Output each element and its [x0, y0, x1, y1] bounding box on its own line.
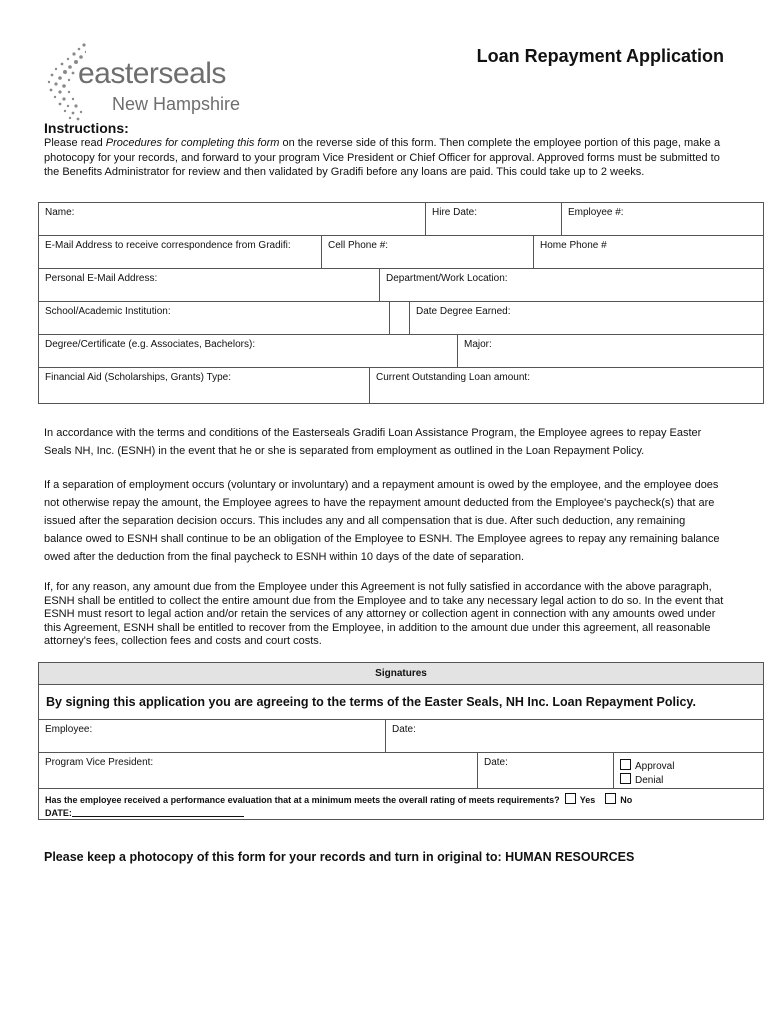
denial-label: Denial	[635, 775, 664, 786]
employee-date-field[interactable]	[385, 720, 763, 752]
vp-date-field[interactable]	[477, 753, 613, 788]
grid-row-school	[39, 302, 763, 335]
sig-row-performance	[39, 788, 763, 819]
instructions-procedures-emphasis: Procedures for completing this form	[105, 137, 280, 149]
degree-label: Degree/Certificate (e.g. Associates, Bachelors):	[45, 339, 256, 350]
employee-signature-label: Employee:	[45, 724, 93, 735]
grid-row-name	[39, 203, 763, 236]
gradifi-email-field[interactable]	[39, 236, 321, 268]
home-phone-field[interactable]	[533, 236, 763, 268]
signing-statement: By signing this application you are agreeing to the terms of the Easter Seals, NH Inc. Loan Repayment Policy.	[46, 695, 696, 709]
instructions-lead: Please read	[44, 137, 106, 149]
school-label: School/Academic Institution:	[45, 306, 171, 317]
personal-email-label: Personal E-Mail Address:	[45, 273, 158, 284]
sig-row-employee	[39, 719, 763, 752]
gradifi-email-label: E-Mail Address to receive correspondence from Gradifi:	[45, 240, 291, 251]
denial-option[interactable]	[620, 773, 763, 787]
agreement-paragraph-3: If, for any reason, any amount due from the Employee under this Agreement is not fully satisfied in accordance with the above paragraph, ESNH shall be entitled to collect the entire amount due from the Employee and to take any necessary legal action to do so. In the event that ESNH must resort to legal action and/or retain the services of any attorney or collection agent in connection with any amounts owed under this Agreement, ESNH shall be entitled to recover from the Employee, in addition to the amount due under this agreement, all reasonable attorney's fees, collection fees and costs and court costs.	[44, 581, 724, 647]
no-label: No	[620, 795, 633, 805]
performance-date-label: DATE:	[45, 807, 72, 818]
logo-brand-text: easterseals	[78, 57, 226, 90]
yes-label: Yes	[579, 795, 596, 805]
approval-label: Approval	[635, 761, 675, 772]
employee-date-label: Date:	[392, 724, 416, 735]
date-degree-field[interactable]	[409, 302, 763, 334]
department-label: Department/Work Location:	[386, 273, 508, 284]
school-field[interactable]	[39, 302, 389, 334]
sig-row-vp	[39, 752, 763, 788]
grid-row-degree	[39, 335, 763, 368]
no-checkbox[interactable]	[605, 793, 616, 804]
major-field[interactable]	[457, 335, 763, 367]
hire-date-label: Hire Date:	[432, 207, 478, 218]
yes-checkbox[interactable]	[565, 793, 576, 804]
performance-date-line[interactable]	[72, 807, 244, 817]
cell-phone-field[interactable]	[321, 236, 533, 268]
grid-row-financial	[39, 368, 763, 403]
grid-row-email	[39, 269, 763, 302]
department-field[interactable]	[379, 269, 763, 301]
school-spacer-cell	[389, 302, 409, 334]
agreement-paragraph-2: If a separation of employment occurs (voluntary or involuntary) and a repayment amount is owed by the employee, and the employee does not otherwise repay the amount, the Employee agrees to have the repayment amount deducted from the Employee's paycheck(s) that are issued after the separation decision occurs. This includes any and all compensation that is due. After such deduction, any remaining balance owed to ESNH shall continue to be an obligation of the Employee to ESNH. The Employee agrees to repay any remaining balance owed after the deduction from the final paycheck to ESNH within 10 days of the date of separation.	[44, 479, 720, 563]
approval-options	[613, 753, 763, 788]
vp-date-label: Date:	[484, 757, 508, 768]
signatures-header: Signatures	[39, 663, 763, 685]
outstanding-loan-label: Current Outstanding Loan amount:	[376, 372, 530, 383]
home-phone-label: Home Phone #	[540, 240, 607, 251]
easterseals-logo	[46, 42, 246, 122]
instructions-text	[44, 136, 734, 180]
name-label: Name:	[45, 207, 75, 218]
employee-info-grid	[38, 202, 764, 404]
approval-option[interactable]	[620, 759, 763, 773]
instructions-heading: Instructions:	[44, 120, 129, 136]
employee-number-label: Employee #:	[568, 207, 624, 218]
outstanding-loan-field[interactable]	[369, 368, 763, 403]
signatures-section	[38, 662, 764, 820]
employee-signature-field[interactable]	[39, 720, 385, 752]
approval-checkbox[interactable]	[620, 759, 631, 770]
employee-number-field[interactable]	[561, 203, 763, 235]
performance-question-text: Has the employee received a performance evaluation that at a minimum meets the overall rating of meets requirements?	[45, 795, 560, 805]
denial-checkbox[interactable]	[620, 773, 631, 784]
personal-email-field[interactable]	[39, 269, 379, 301]
financial-aid-field[interactable]	[39, 368, 369, 403]
cell-phone-label: Cell Phone #:	[328, 240, 389, 251]
grid-row-contact	[39, 236, 763, 269]
closing-note: Please keep a photocopy of this form for your records and turn in original to: HUMAN RESOURCES	[44, 850, 635, 864]
financial-aid-label: Financial Aid (Scholarships, Grants) Type:	[45, 372, 232, 383]
vp-signature-field[interactable]	[39, 753, 477, 788]
name-field[interactable]	[39, 203, 425, 235]
logo-region-text: New Hampshire	[112, 94, 241, 114]
date-degree-label: Date Degree Earned:	[416, 306, 511, 317]
instructions-rest: on the reverse side of this form. Then complete the employee portion of this page, make a photocopy for your records, and forward to your program Vice President or Chief Officer for approval. Approved forms must be submitted to the Benefits Administrator for review and then validated by Gradifi before any loans are paid. This could take up to 2 weeks.	[44, 137, 721, 178]
vp-signature-label: Program Vice President:	[45, 757, 154, 768]
major-label: Major:	[464, 339, 492, 350]
page-title: Loan Repayment Application	[476, 46, 724, 66]
degree-field[interactable]	[39, 335, 457, 367]
agreement-paragraph-1: In accordance with the terms and conditions of the Easterseals Gradifi Loan Assistance Program, the Employee agrees to repay Easter Seals NH, Inc. (ESNH) in the event that he or she is separated from employment as outlined in the Loan Repayment Policy.	[44, 427, 702, 457]
hire-date-field[interactable]	[425, 203, 561, 235]
performance-question	[39, 789, 763, 819]
